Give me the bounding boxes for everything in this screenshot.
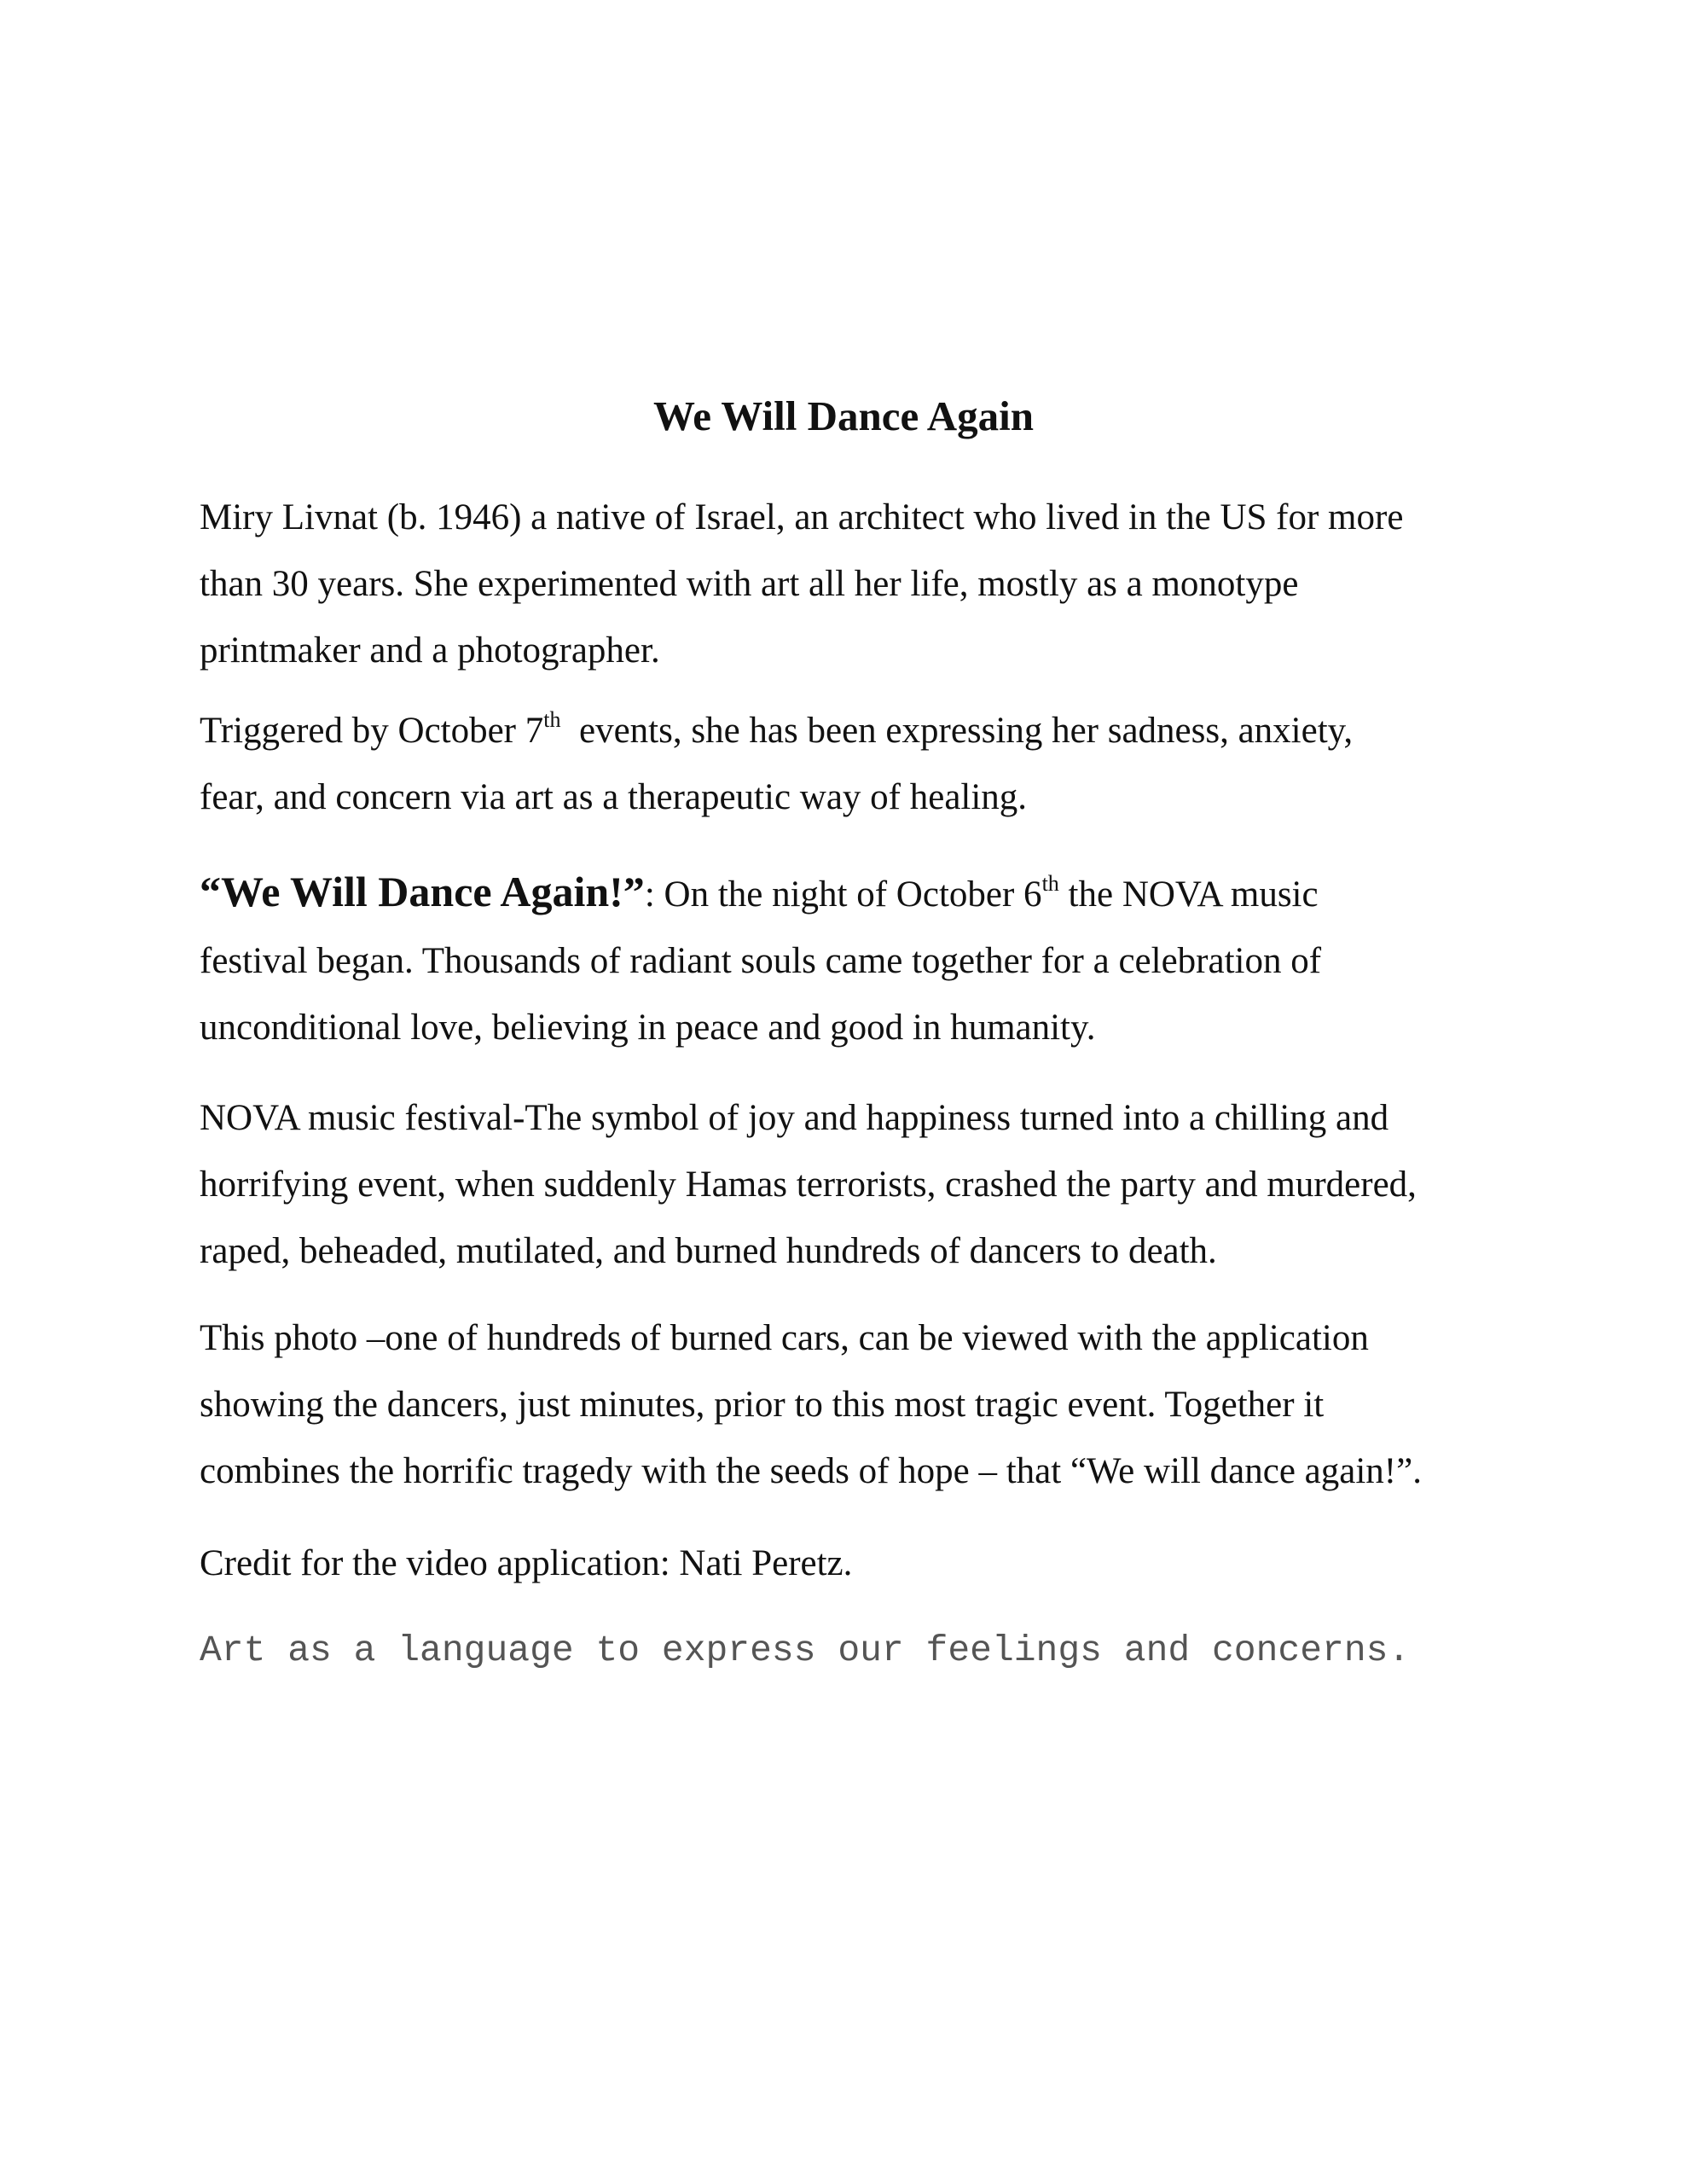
quote-heading: “We Will Dance Again!” xyxy=(200,868,645,915)
tagline: Art as a language to express our feelings and concerns. xyxy=(200,1629,1411,1671)
nova-event-line-3: raped, beheaded, mutilated, and burned hundreds of dancers to death. xyxy=(200,1231,1217,1271)
nova-intro-line-3: unconditional love, believing in peace and good in humanity. xyxy=(200,1008,1096,1048)
nova-intro-line-2: festival began. Thousands of radiant souls came together for a celebration of xyxy=(200,941,1322,981)
photo-line-1: This photo –one of hundreds of burned cars, can be viewed with the application xyxy=(200,1318,1369,1358)
trigger-line-1 xyxy=(200,698,1530,764)
nova-intro-paragraph xyxy=(200,858,1530,1061)
nova-intro-line-1 xyxy=(200,858,1530,928)
page-title: We Will Dance Again xyxy=(652,392,1035,439)
trigger-superscript: th xyxy=(543,707,561,732)
trigger-line-2: fear, and concern via art as a therapeutic way of healing. xyxy=(200,777,1028,817)
nova-intro-text-start: : On the night of October 6 xyxy=(644,874,1042,915)
nova-event-line-2: horrifying event, when suddenly Hamas terrorists, crashed the party and murdered, xyxy=(200,1165,1417,1205)
trigger-text-start: Triggered by October 7 xyxy=(200,711,544,751)
nova-event-paragraph xyxy=(200,1085,1530,1285)
nova-event-line-1: NOVA music festival-The symbol of joy and happiness turned into a chilling and xyxy=(200,1098,1389,1138)
photo-paragraph xyxy=(200,1305,1530,1505)
photo-line-3: combines the horrific tragedy with the seeds of hope – that “We will dance again!”. xyxy=(200,1451,1422,1491)
nova-intro-superscript: th xyxy=(1041,871,1059,896)
trigger-paragraph xyxy=(200,698,1530,831)
nova-intro-text-end: the NOVA music xyxy=(1058,874,1319,915)
photo-line-2: showing the dancers, just minutes, prior to this most tragic event. Together it xyxy=(200,1385,1325,1425)
bio-line-2: than 30 years. She experimented with art all her life, mostly as a monotype xyxy=(200,564,1299,604)
trigger-text-end: events, she has been expressing her sadness, anxiety, xyxy=(560,711,1354,751)
bio-line-1: Miry Livnat (b. 1946) a native of Israel, an architect who lived in the US for more xyxy=(200,497,1404,537)
credit-line: Credit for the video application: Nati Peretz. xyxy=(200,1543,853,1583)
bio-paragraph xyxy=(200,485,1530,684)
bio-line-3: printmaker and a photographer. xyxy=(200,630,660,671)
